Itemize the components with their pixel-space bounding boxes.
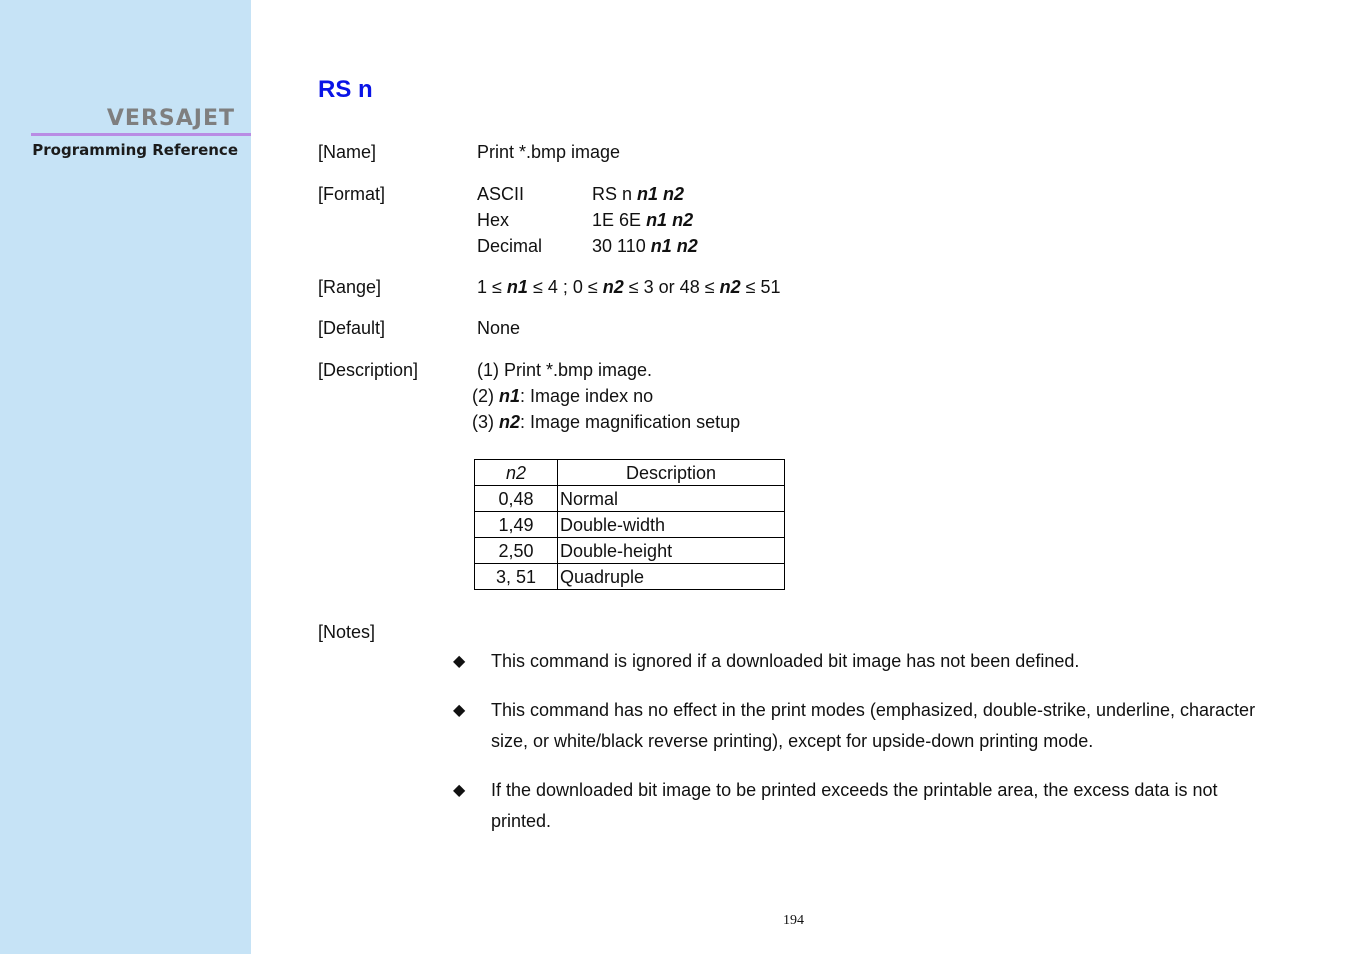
default-label: [Default]	[318, 318, 386, 338]
table-row	[475, 486, 785, 512]
brand-underline	[31, 133, 251, 136]
name-value: Print *.bmp image	[477, 142, 621, 162]
format-code-ascii	[592, 183, 684, 205]
format-code-hex	[592, 209, 693, 231]
table-row	[475, 538, 785, 564]
note-item-3: If the downloaded bit image to be printed exceeds the printable area, the excess data is not printed.	[491, 780, 1218, 831]
sidebar	[0, 0, 251, 954]
table-row	[475, 512, 785, 538]
brand-logo: VERSAJET	[106, 106, 235, 131]
format-type-decimal: Decimal	[477, 236, 543, 256]
range-param: n1	[506, 277, 528, 297]
range-value	[477, 276, 781, 298]
description-line-1: (1) Print *.bmp image.	[477, 360, 653, 380]
range-text: 1 ≤	[477, 277, 502, 297]
bullet-diamond-icon: ◆	[453, 702, 466, 719]
section-subtitle: Programming Reference	[32, 141, 238, 159]
range-text: ≤ 3 or 48 ≤	[628, 277, 715, 297]
format-code-decimal	[592, 235, 698, 257]
format-label: [Format]	[318, 184, 386, 204]
range-text: ≤ 51	[745, 277, 781, 297]
desc-text: : Image magnification setup	[520, 412, 741, 432]
magnification-table	[474, 459, 785, 590]
format-params: n1 n2	[637, 184, 685, 204]
table-cell-value: 3, 51	[475, 564, 558, 590]
table-cell-description: Double-height	[558, 538, 785, 564]
format-code: 1E 6E	[592, 210, 642, 230]
format-type-hex: Hex	[477, 210, 510, 230]
bullet-diamond-icon: ◆	[453, 782, 466, 799]
range-param: n2	[719, 277, 741, 297]
table-row	[475, 564, 785, 590]
format-params: n1 n2	[650, 236, 698, 256]
description-line-2	[472, 385, 653, 407]
description-line-3	[472, 411, 740, 433]
page-number: 194	[783, 913, 804, 928]
desc-prefix: (2)	[472, 386, 494, 406]
notes-label: [Notes]	[318, 622, 376, 642]
format-type-ascii: ASCII	[477, 184, 525, 204]
table-header-n2: n2	[475, 460, 558, 486]
range-label: [Range]	[318, 277, 382, 297]
table-cell-value: 0,48	[475, 486, 558, 512]
desc-text: : Image index no	[520, 386, 654, 406]
note-item-2: This command has no effect in the print modes (emphasized, double-strike, underline, character size, or white/black reverse printing), except for upside-down printing mode.	[491, 700, 1256, 751]
default-value: None	[477, 318, 521, 338]
name-label: [Name]	[318, 142, 377, 162]
bullet-diamond-icon: ◆	[453, 653, 466, 670]
table-cell-description: Quadruple	[558, 564, 785, 590]
desc-param: n1	[499, 386, 521, 406]
table-cell-description: Double-width	[558, 512, 785, 538]
format-code: 30 110	[592, 236, 646, 256]
format-code: RS n	[592, 184, 633, 204]
table-cell-value: 2,50	[475, 538, 558, 564]
desc-prefix: (3)	[472, 412, 494, 432]
desc-param: n2	[499, 412, 521, 432]
range-text: ≤ 4 ; 0 ≤	[532, 277, 598, 297]
format-params: n1 n2	[646, 210, 694, 230]
description-label: [Description]	[318, 360, 419, 380]
table-cell-description: Normal	[558, 486, 785, 512]
table-cell-value: 1,49	[475, 512, 558, 538]
table-header-row	[475, 460, 785, 486]
page-title: RS n	[318, 76, 373, 103]
note-item-1: This command is ignored if a downloaded bit image has not been defined.	[491, 651, 1080, 671]
table-header-description: Description	[558, 460, 785, 486]
range-param: n2	[602, 277, 624, 297]
